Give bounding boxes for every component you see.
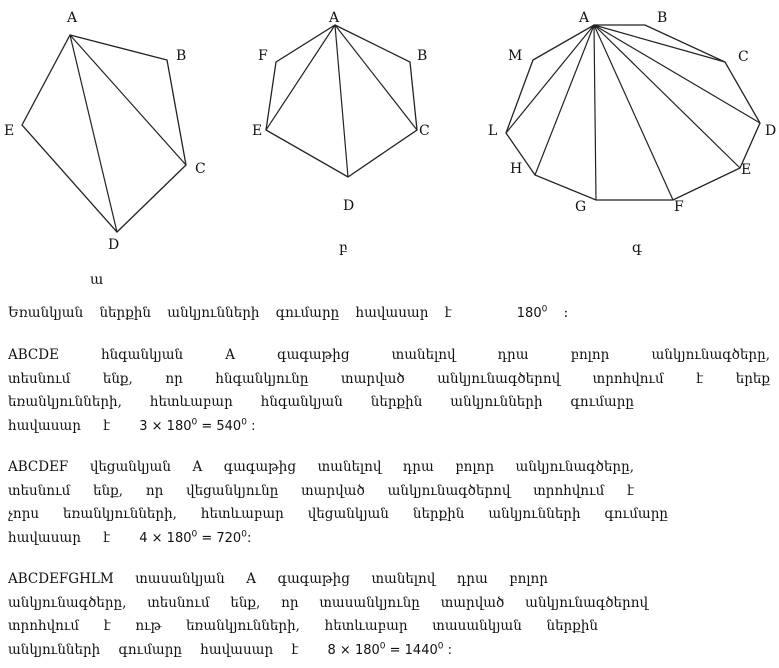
figure-caption-c: գ <box>632 240 642 256</box>
paragraph-line: եռանկյունների, հետևաբար հնգանկյան ներքին անկյունների գումարը <box>8 394 634 410</box>
statement-text: Եռանկյան ներքին անկյունների գումարը հավասար է <box>8 305 452 321</box>
diagonal-ag <box>594 25 596 200</box>
vertex-label-d: D <box>108 237 120 253</box>
vertex-label-g: G <box>575 199 587 215</box>
paragraph-line: չորս եռանկյունների, հետևաբար վեցանկյան ներքին անկյունների գումարը <box>8 506 668 522</box>
formula <box>139 531 251 546</box>
figure-pentagon <box>4 10 206 288</box>
line-text: անկյունների գումարը հավասար է <box>8 641 299 658</box>
value: 180 <box>516 306 542 321</box>
pentagon-outline <box>22 35 186 232</box>
vertex-label-a: A <box>579 10 590 26</box>
degree-exponent: 0 <box>541 304 548 315</box>
terminator: : <box>246 530 252 546</box>
degree-exponent: 0 <box>241 417 247 428</box>
vertex-label-e: E <box>4 123 15 139</box>
line-text: հավասար է <box>8 417 111 434</box>
formula-result: = 540 <box>197 418 242 434</box>
formula <box>328 643 452 658</box>
paragraph-line: տեսնում ենք, որ վեցանկյունը տարված անկյունագծերով տրոհվում է <box>8 482 634 499</box>
formula-part: 8 × 180 <box>327 642 380 658</box>
paragraph-pentagon <box>8 344 770 438</box>
formula-result: = 720 <box>197 530 242 546</box>
diagonal-al <box>506 25 594 133</box>
paragraph-line <box>8 527 770 551</box>
vertex-label-e: E <box>741 162 752 178</box>
diagonal-ae <box>594 25 740 168</box>
vertex-label-f: F <box>674 199 684 215</box>
figure-caption-a: ա <box>90 272 104 288</box>
vertex-label-d: D <box>765 123 777 139</box>
degree-exponent: 0 <box>437 641 444 652</box>
paragraph-line: տեսնում ենք, որ հնգանկյունը տարված անկյունագծերով տրոհվում է երեք <box>8 370 770 387</box>
degree-exponent: 0 <box>191 529 198 540</box>
vertex-label-l: L <box>488 123 498 139</box>
terminator: : <box>443 642 452 658</box>
paragraph-decagon <box>8 568 770 662</box>
paragraph-line: ABCDEF վեցանկյան A գագաթից տանելով դրա բոլոր անկյունագծերը, <box>8 459 634 475</box>
formula-part: 4 × 180 <box>139 530 192 546</box>
vertex-label-d: D <box>343 198 355 214</box>
paragraph-triangle-sum <box>8 302 770 326</box>
vertex-label-f: F <box>258 48 268 64</box>
diagonal-ah <box>535 25 594 175</box>
figure-decagon <box>488 10 776 256</box>
diagonal-ac <box>70 35 186 165</box>
paragraph-line: անկյունագծերը, տեսնում ենք, որ տասանկյունը տարված անկյունագծերով <box>8 594 648 611</box>
vertex-label-c: C <box>738 49 749 65</box>
figure-hexagon <box>252 10 430 256</box>
vertex-label-h: H <box>510 161 523 177</box>
diagonal-ac <box>335 25 417 130</box>
paragraph-line: ABCDEFGHLM տասանկյան A գագաթից տանելով դրա բոլոր <box>8 571 548 587</box>
vertex-label-a: A <box>329 10 340 26</box>
polygon-figures <box>0 0 779 290</box>
degree-exponent: 0 <box>379 641 386 652</box>
paragraph-line <box>8 415 770 439</box>
diagonal-ad <box>335 25 348 177</box>
diagonal-ad <box>70 35 117 232</box>
paragraph-hexagon <box>8 456 770 550</box>
vertex-label-c: C <box>419 123 430 139</box>
terminator: : <box>246 418 256 434</box>
vertex-label-b: B <box>657 10 668 26</box>
formula-result: = 1440 <box>385 642 438 658</box>
paragraph-line <box>8 302 770 326</box>
formula <box>139 419 255 434</box>
vertex-label-c: C <box>195 161 206 177</box>
diagonal-ae <box>266 25 335 130</box>
figure-caption-b: բ <box>339 240 348 256</box>
formula <box>517 306 548 321</box>
vertex-label-b: B <box>176 48 187 64</box>
degree-exponent: 0 <box>191 417 198 428</box>
vertex-label-e: E <box>252 123 263 139</box>
formula-part: 3 × 180 <box>139 418 192 434</box>
vertex-label-m: M <box>508 48 523 64</box>
vertex-label-a: A <box>67 10 78 26</box>
diagonal-af <box>594 25 673 200</box>
vertex-label-b: B <box>417 48 428 64</box>
paragraph-line <box>8 639 770 663</box>
paragraph-line: ABCDE հնգանկյան A գագաթից տանելով դրա բոլոր անկյունագծերը, <box>8 347 770 363</box>
degree-exponent: 0 <box>241 529 247 540</box>
line-text: հավասար է <box>8 529 111 546</box>
paragraph-line: տրոհվում է ութ եռանկյունների, հետևաբար տասանկյան ներքին <box>8 618 598 634</box>
terminator: : <box>563 305 569 321</box>
